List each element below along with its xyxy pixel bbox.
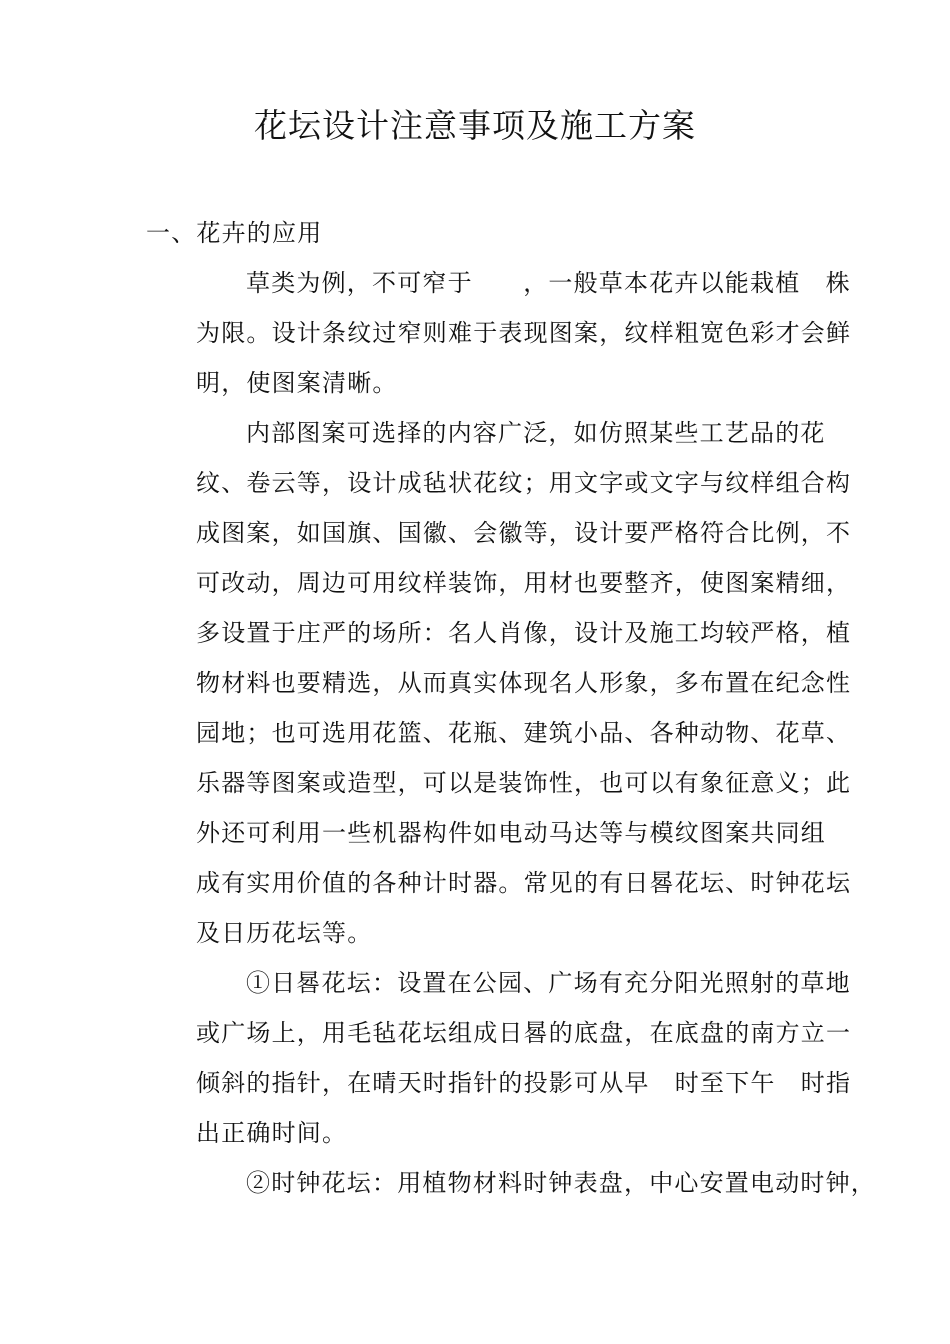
paragraph-line: 及日历花坛等。 [196, 919, 373, 947]
paragraph-line: 内部图案可选择的内容广泛，如仿照某些工艺品的花 [246, 419, 826, 447]
paragraph-internal-patterns [146, 408, 852, 958]
document-body [146, 208, 876, 1208]
paragraph-line: 或广场上，用毛毡花坛组成日晷的底盘，在底盘的南方立一 [196, 1019, 852, 1047]
paragraph-line: 可改动，周边可用纹样装饰，用材也要整齐，使图案精细， [196, 569, 852, 597]
document-title: 花坛设计注意事项及施工方案 [254, 106, 696, 145]
paragraph-line: 园地；也可选用花篮、花瓶、建筑小品、各种动物、花草、 [196, 719, 852, 747]
paragraph-sundial-bed [146, 958, 852, 1158]
paragraph-line: 出正确时间。 [196, 1119, 348, 1147]
paragraph-line: 草类为例，不可窄于 ，一般草本花卉以能栽植 株 [246, 269, 851, 297]
section-heading: 一、花卉的应用 [146, 219, 323, 247]
paragraph-line: 成图案，如国旗、国徽、会徽等，设计要严格符合比例，不 [196, 519, 852, 547]
paragraph-line: ①日晷花坛：设置在公园、广场有充分阳光照射的草地 [246, 969, 851, 997]
paragraph-line: 外还可利用一些机器构件如电动马达等与模纹图案共同组 [196, 819, 826, 847]
paragraph-line: 多设置于庄严的场所：名人肖像，设计及施工均较严格，植 [196, 619, 852, 647]
paragraph-line: 成有实用价值的各种计时器。常见的有日晷花坛、时钟花坛 [196, 869, 852, 897]
paragraph-line: 倾斜的指针，在晴天时指针的投影可从早 时至下午 时指 [196, 1069, 852, 1097]
paragraph-line: 物材料也要精选，从而真实体现名人形象，多布置在纪念性 [196, 669, 852, 697]
paragraph-line: 为限。设计条纹过窄则难于表现图案，纹样粗宽色彩才会鲜 [196, 319, 852, 347]
paragraph-clock-bed [146, 1158, 876, 1208]
paragraph-line: 明，使图案清晰。 [196, 369, 398, 397]
paragraph-line: 乐器等图案或造型，可以是装饰性，也可以有象征意义；此 [196, 769, 852, 797]
paragraph-line: 纹、卷云等，设计成毡状花纹；用文字或文字与纹样组合构 [196, 469, 852, 497]
paragraph-grass-width [146, 258, 852, 408]
paragraph-line: ②时钟花坛：用植物材料时钟表盘，中心安置电动时钟， [246, 1169, 876, 1197]
